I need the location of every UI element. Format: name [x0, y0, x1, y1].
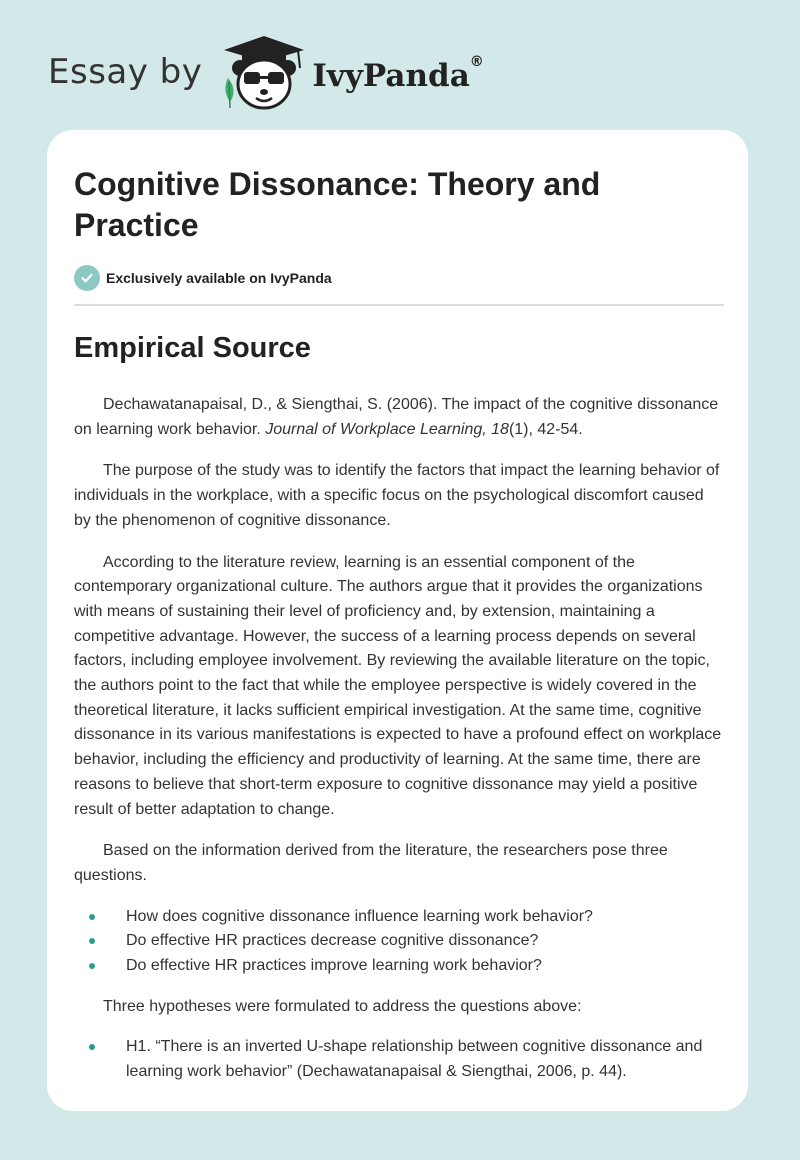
citation-issue-pages: (1), 42-54.: [508, 420, 583, 438]
questions-list: [74, 905, 724, 979]
paragraph: The purpose of the study was to identify the factors that impact the learning behavior of individuals in the workplace, with a specific focus on the psychological discomfort caused by the phenomenon of cognitive dissonance.: [74, 462, 720, 529]
citation-journal: Journal of Workplace Learning, 18: [265, 420, 509, 438]
panda-logo-icon[interactable]: [220, 32, 308, 112]
check-icon: [74, 265, 100, 291]
essay-by-label: Essay by: [48, 52, 203, 92]
hypotheses-list: [74, 1035, 724, 1084]
exclusive-badge: [74, 265, 724, 291]
list-item: H1. “There is an inverted U-shape relationship between cognitive dissonance and learning work behavior” (Dechawatanapaisal & Siengthai, 2006, p. 44).: [74, 1035, 724, 1084]
registered-mark: ®: [469, 54, 484, 70]
site-header: [48, 32, 484, 112]
brand-name[interactable]: [312, 54, 484, 94]
paragraph: Based on the information derived from the literature, the researchers pose three questions.: [74, 842, 668, 884]
section-heading: Empirical Source: [74, 332, 311, 364]
essay-card: [47, 130, 748, 1111]
list-item: Do effective HR practices improve learning work behavior?: [74, 954, 724, 979]
brand-text: IvyPanda: [312, 58, 470, 94]
hypotheses-intro: Three hypotheses were formulated to address the questions above:: [103, 997, 582, 1015]
citation-authors: Dechawatanapaisal, D., & Siengthai, S. (2006). The impact of the cognitive dissonance on learning work behavior.: [74, 396, 719, 438]
paragraph: According to the literature review, learning is an essential component of the contemporary organizational culture. The authors argue that it provides the organizations with means of sustaining their level of proficiency and, by extension, maintaining a competitive advantage. However, the success of a learning process depends on several factors, including employee involvement. By reviewing the available literature on the topic, the authors point to the fact that while the employee perspective is widely covered in the theoretical literature, it lacks sufficient empirical investigation. At the same time, cognitive dissonance in its various manifestations is expected to have a profound effect on workplace behavior, including the efficiency and productivity of learning. At the same time, there are reasons to believe that short-term exposure to cognitive dissonance may yield a positive result of better adaptation to change.: [74, 553, 722, 818]
exclusive-label: Exclusively available on IvyPanda: [106, 270, 332, 286]
essay-title: Cognitive Dissonance: Theory and Practice: [74, 166, 601, 243]
citation-paragraph: [74, 393, 724, 442]
divider: [74, 304, 724, 306]
essay-content: [74, 164, 724, 1085]
list-item: Do effective HR practices decrease cognitive dissonance?: [74, 929, 724, 954]
list-item: How does cognitive dissonance influence learning work behavior?: [74, 905, 724, 930]
